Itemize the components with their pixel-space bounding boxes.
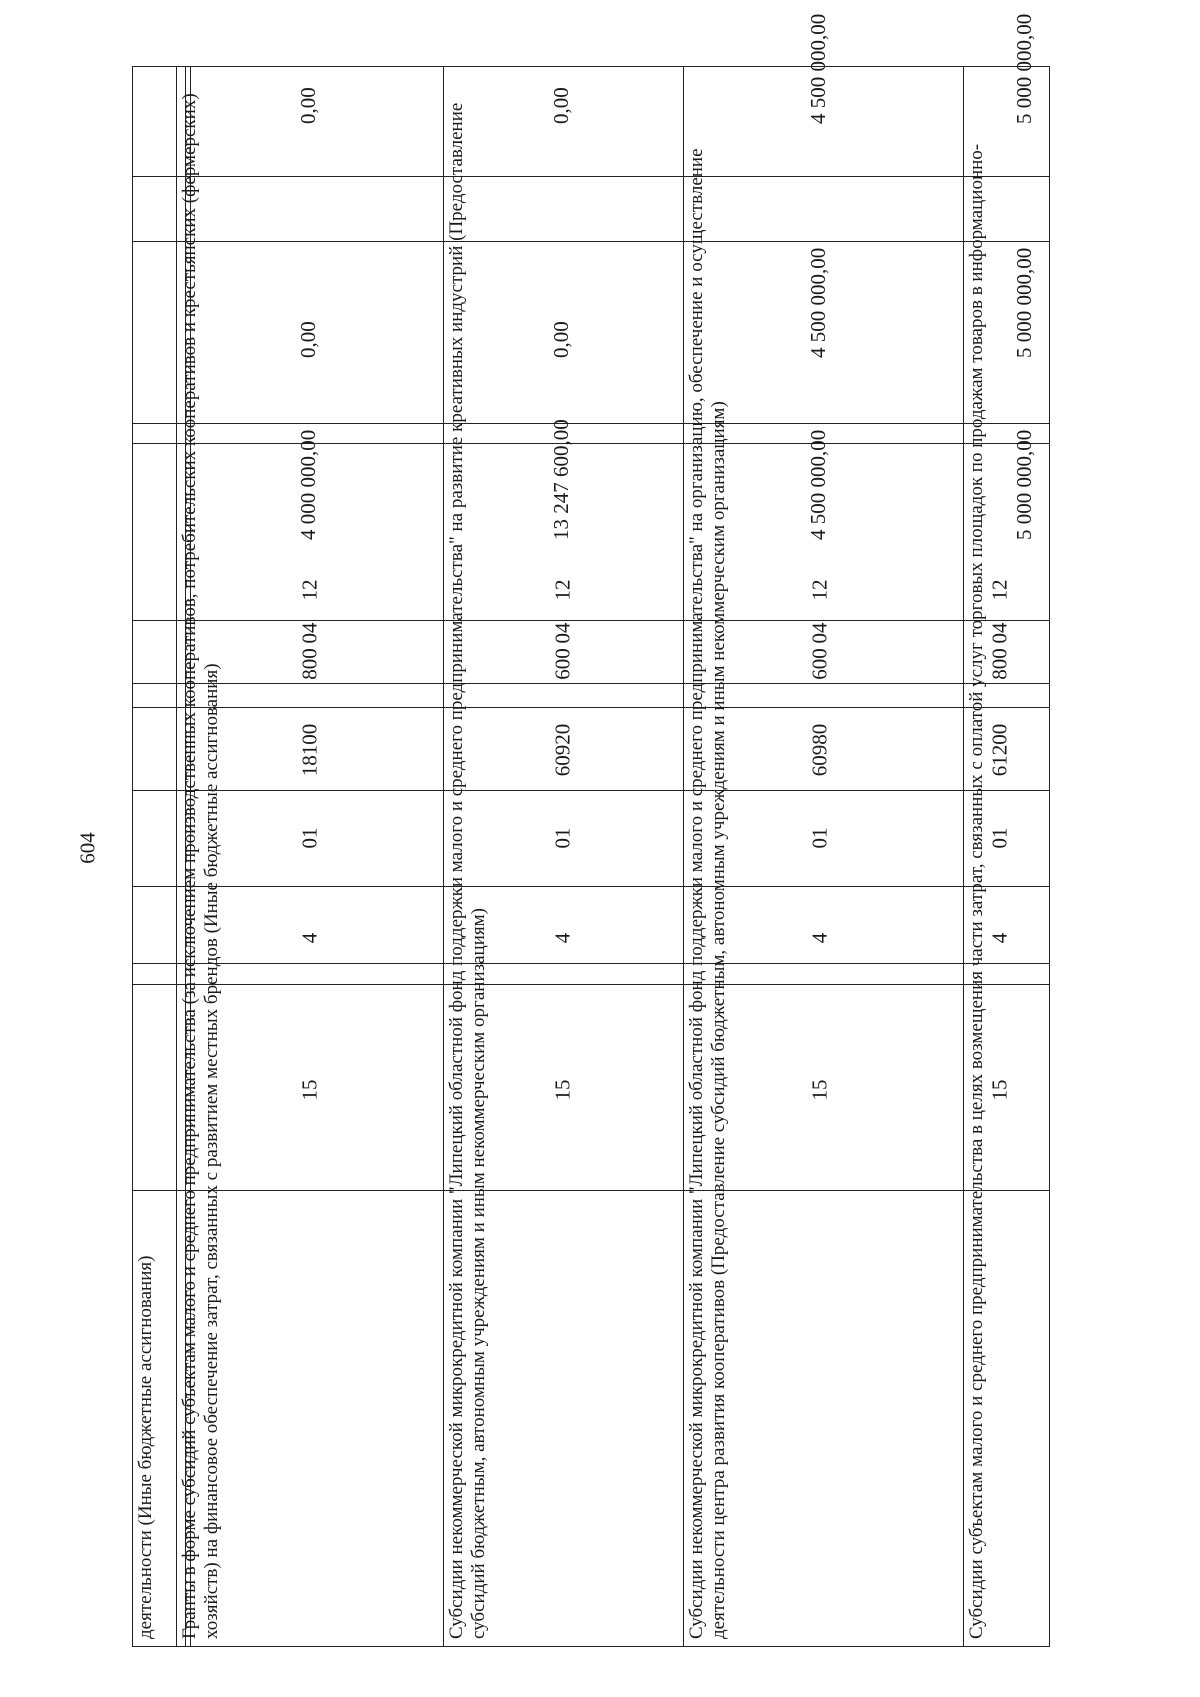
- row-description: Субсидии субъектам малого и среднего предпринимательства в целях возмещения части затрат, связанных с оплатой услуг торговых площадок по продажам товаров в информационно-: [966, 143, 987, 1639]
- row-description: Субсидии некоммерческой микрокредитной компании "Липецкий областной фонд поддержки малого и среднего предпринимательства" на организацию, обеспечение и осуществление деятельности центра развития кооперативов (Предоставление субсидий бюджетным, автономным учреждениям и иным некоммерческим организациям): [686, 148, 729, 1639]
- row-description: Субсидии некоммерческой микрокредитной компании "Липецкий областной фонд поддержки малого и среднего предпринимательства" на развитие креативных индустрий (Предоставление субсидий бюджетным, автономным учреждениям и иным некоммерческим организациям): [446, 102, 489, 1639]
- row-description: деятельности (Иные бюджетные ассигнования): [135, 1255, 156, 1639]
- row-description: Гранты в форме субсидий субъектам малого и среднего предпринимательства (за исключением производственных кооперативов, потребительских кооперативов и крестьянских (фермерских) хозяйств) на финансовое обеспечение затрат, связанных с развитием местных брендов (Иные бюджетные ассигнования): [179, 93, 222, 1639]
